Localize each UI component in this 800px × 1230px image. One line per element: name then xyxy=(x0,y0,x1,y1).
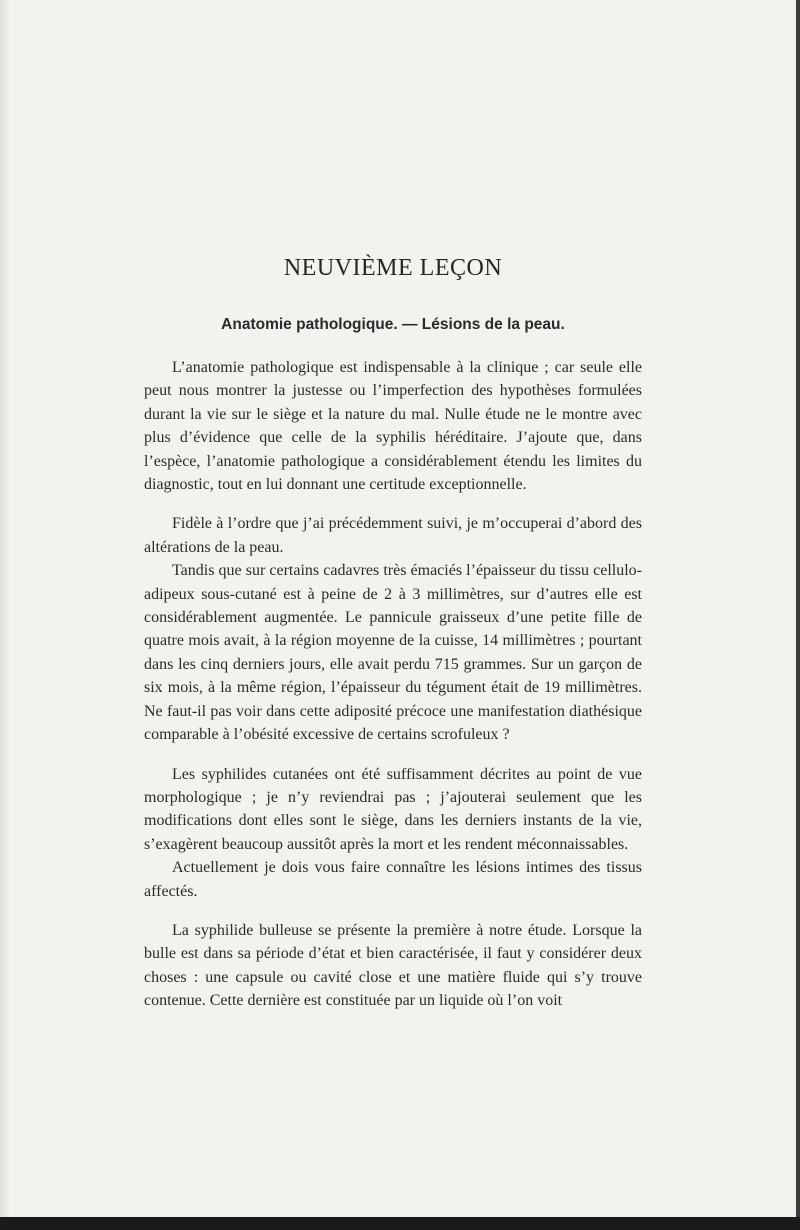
paragraph-syphilides: Les syphilides cutanées ont été suffisamment décrites au point de vue morphologique ; je n’y reviendrai pas ; j’ajouterai seulement que les modifications dont elles sont le siège, dans les derniers instants de la vie, s’exagèrent beaucoup aussitôt après la mort et les rendent méconnaissables. xyxy=(144,765,642,853)
paragraph-adipose: Tandis que sur certains cadavres très émaciés l’épaisseur du tissu cellulo-adipeux sous-cutané est à peine de 2 à 3 millimètres, sur d’autres elle est considérablement augmentée. Le pannicule graisseux d’une petite fille de quatre mois avait, à la région moyenne de la cuisse, 14 millimètres ; pourtant dans les cinq derniers jours, elle avait perdu 715 grammes. Sur un garçon de six mois, à la même région, l’épaisseur du tégument était de 19 millimètres. Ne faut-il pas voir dans cette adiposité précoce une manifestation diathésique comparable à l’obésité excessive de certains scrofuleux ? xyxy=(144,562,642,744)
paragraph-lesions: Actuellement je dois vous faire connaître les lésions intimes des tissus affectés. xyxy=(144,859,642,900)
page-edge-right xyxy=(796,0,800,1230)
page-content xyxy=(144,255,642,1013)
paragraph-gap xyxy=(144,903,642,919)
page-edge-bottom xyxy=(0,1217,800,1230)
paragraph-gap xyxy=(144,496,642,512)
chapter-title: NEUVIÈME LEÇON xyxy=(283,255,503,281)
chapter-subtitle: Anatomie pathologique. — Lésions de la peau. xyxy=(221,316,565,333)
paragraph-intro: L’anatomie pathologique est indispensable à la clinique ; car seule elle peut nous montrer la justesse ou l’imperfection des hypothèses formulées durant la vie sur le siège et la nature du mal. Nulle étude ne le montre avec plus d’évidence que celle de la syphilis héréditaire. J’ajoute que, dans l’espèce, l’anatomie pathologique a considérablement étendu les limites du diagnostic, tout en lui donnant une certitude exceptionnelle. xyxy=(144,359,642,494)
paragraph-gap xyxy=(144,747,642,763)
paragraph-order: Fidèle à l’ordre que j’ai précédemment suivi, je m’occuperai d’abord des altérations de la peau. xyxy=(144,515,642,556)
paragraph-bullous: La syphilide bulleuse se présente la première à notre étude. Lorsque la bulle est dans sa période d’état et bien caractérisée, il faut y considérer deux choses : une capsule ou cavité close et une matière fluide qui s’y trouve contenue. Cette dernière est constituée par un liquide où l’on voit xyxy=(144,921,642,1010)
